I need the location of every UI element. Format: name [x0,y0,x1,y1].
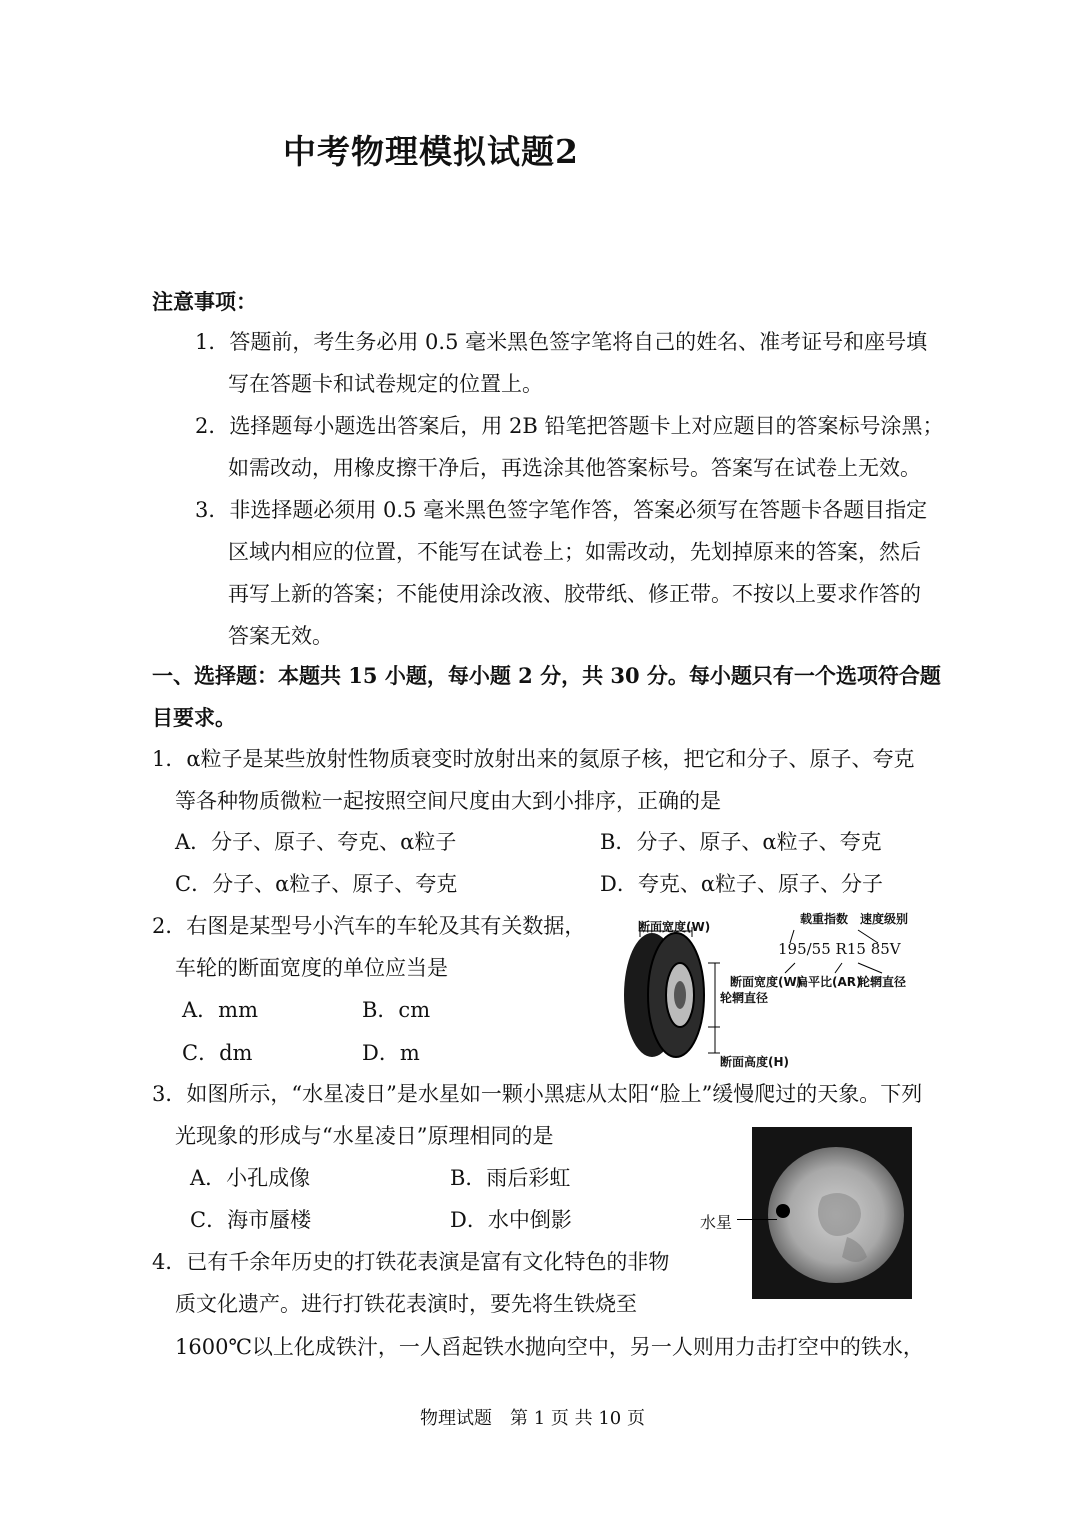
notice-item-3: 3．非选择题必须用 0.5 毫米黑色签字笔作答，答案必须写在答题卡各题目指定 [195,498,928,522]
notice-item-2: 2．选择题每小题选出答案后，用 2B 铅笔把答题卡上对应题目的答案标号涂黑； [195,414,944,438]
notice-item-3-cont3: 答案无效。 [228,624,333,648]
q1-stem-line1: 1．α粒子是某些放射性物质衰变时放射出来的氦原子核，把它和分子、原子、夸克 [152,747,915,771]
section-heading-line2: 目要求。 [152,705,236,730]
q3-option-a: A．小孔成像 [190,1166,311,1190]
q2-option-a: A．mm [182,998,258,1022]
q1-option-b: B．分子、原子、α粒子、夸克 [600,830,882,854]
q2-stem-line1: 2．右图是某型号小汽车的车轮及其有关数据， [152,914,586,938]
q2-stem-line2: 车轮的断面宽度的单位应当是 [175,956,448,980]
notice-item-3-cont1: 区域内相应的位置，不能写在试卷上；如需改动，先划掉原来的答案，然后 [228,540,921,564]
sun-disc-drawing [752,1127,912,1299]
tire-width-label: 断面宽度(W) [638,920,711,934]
tire-load-index-label: 载重指数 [800,912,849,926]
tire-h-label: 断面高度(H) [720,1055,790,1069]
q3-option-b: B．雨后彩虹 [450,1166,571,1190]
q3-option-c: C．海市蜃楼 [190,1208,312,1232]
section-heading-line1: 一、选择题：本题共 15 小题，每小题 2 分，共 30 分。每小题只有一个选项符合题 [152,663,941,688]
q3-option-d: D．水中倒影 [450,1208,572,1232]
notice-item-1-cont: 写在答题卡和试卷规定的位置上。 [228,372,543,396]
tire-rim-label: 轮辋直径 [858,975,907,989]
q4-stem-line1: 4．已有千余年历史的打铁花表演是富有文化特色的非物 [152,1250,670,1274]
q3-stem-line1: 3．如图所示，“水星凌日”是水星如一颗小黑痣从太阳“脸上”缓慢爬过的天象。下列 [152,1082,923,1106]
q1-option-c: C．分子、α粒子、原子、夸克 [175,872,458,896]
page-footer: 物理试题 第 1 页 共 10 页 [420,1408,645,1429]
notice-item-2-cont: 如需改动，用橡皮擦干净后，再选涂其他答案标号。答案写在试卷上无效。 [228,456,921,480]
tire-figure [620,905,920,1070]
q1-stem-line2: 等各种物质微粒一起按照空间尺度由大到小排序，正确的是 [175,789,721,813]
mercury-pointer-line [737,1219,777,1220]
q1-option-d: D．夸克、α粒子、原子、分子 [600,872,884,896]
q3-stem-line2: 光现象的形成与“水星凌日”原理相同的是 [175,1124,554,1148]
tire-spec: 195/55 R15 85V [778,940,901,958]
notice-heading: 注意事项： [152,289,257,314]
notice-item-1: 1．答题前，考生务必用 0.5 毫米黑色签字笔将自己的姓名、准考证号和座号填 [195,330,928,354]
q1-option-a: A．分子、原子、夸克、α粒子 [175,830,457,854]
q4-stem-line3: 1600℃以上化成铁汁，一人舀起铁水抛向空中，另一人则用力击打空中的铁水， [175,1335,924,1359]
mercury-transit-photo [752,1127,912,1299]
tire-ar-label: 扁平比(AR) [796,975,862,989]
tire-w-label: 断面宽度(W) [730,975,803,989]
q4-stem-line2: 质文化遗产。进行打铁花表演时，要先将生铁烧至 [175,1292,637,1316]
q2-option-b: B．cm [362,998,431,1022]
page-title: 中考物理模拟试题2 [283,132,579,171]
q2-option-d: D．m [362,1041,420,1065]
tire-rim-side-label: 轮辋直径 [720,991,769,1005]
notice-item-3-cont2: 再写上新的答案；不能使用涂改液、胶带纸、修正带。不按以上要求作答的 [228,582,921,606]
mercury-label: 水星 [700,1213,733,1232]
tire-speed-label: 速度级别 [860,912,909,926]
q2-option-c: C．dm [182,1041,253,1065]
